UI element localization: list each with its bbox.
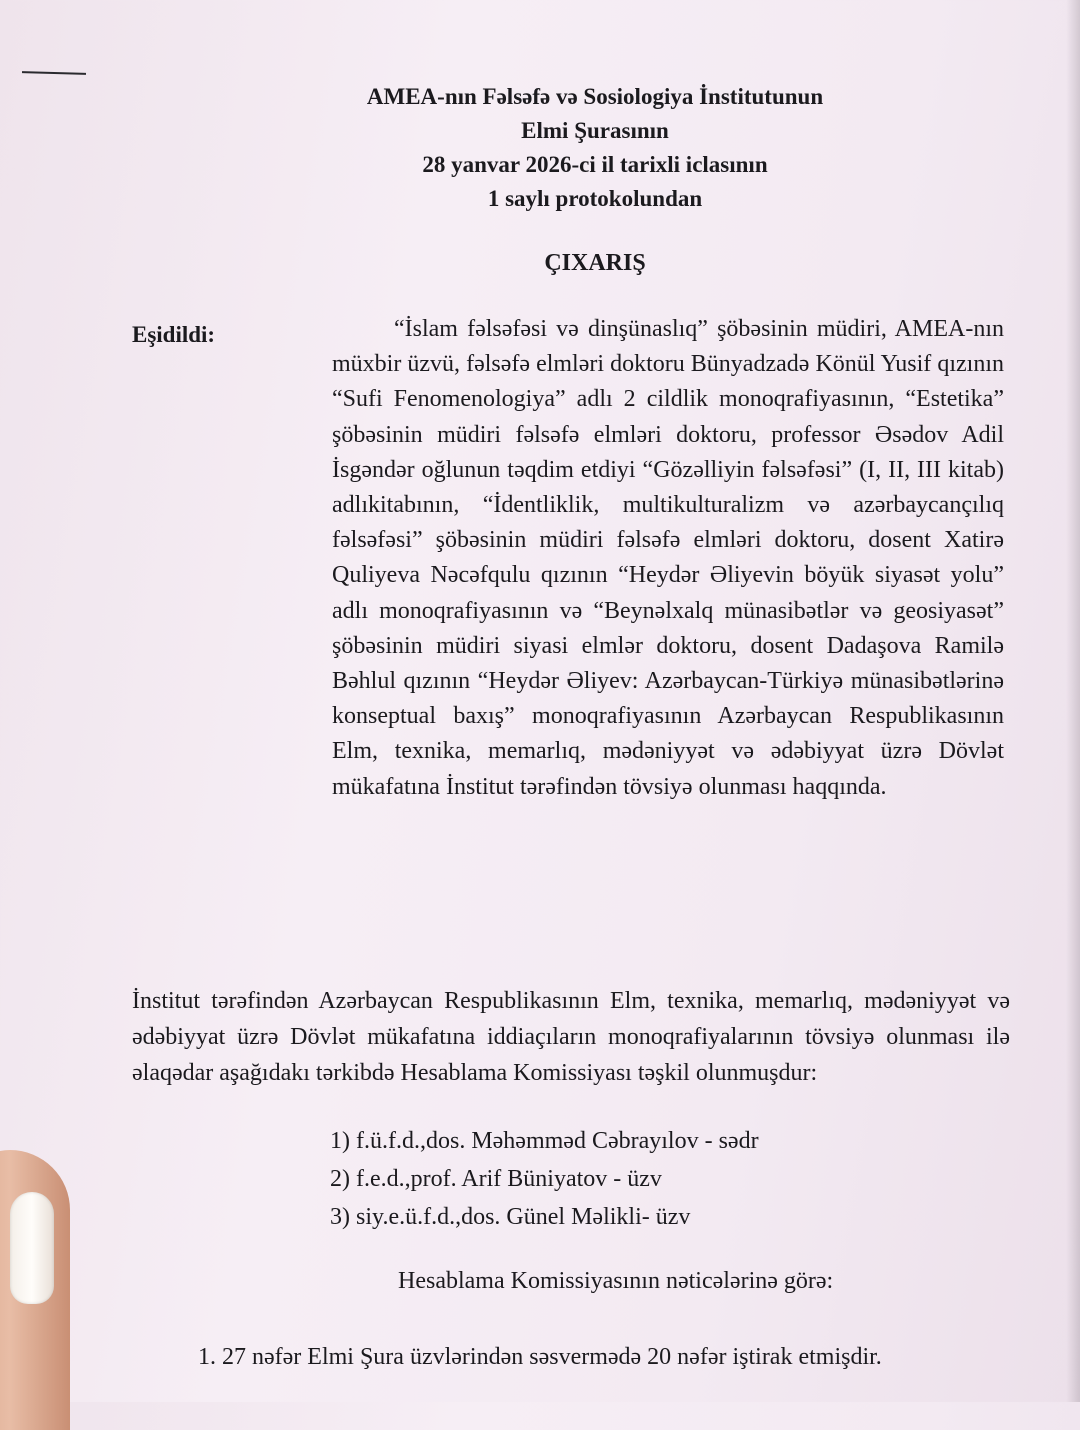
- heard-label: Eşidildi:: [132, 322, 216, 347]
- commission-member: 3) siy.e.ü.f.d.,dos. Günel Məlikli- üzv: [330, 1204, 691, 1230]
- header-line: AMEA-nın Fəlsəfə və Sosiologiya İnstitutunun: [366, 84, 824, 109]
- fingernail: [10, 1192, 54, 1304]
- paper-edge-shadow: [1066, 0, 1080, 1402]
- commission-member: 1) f.ü.f.d.,dos. Məhəmməd Cəbrayılov - sədr: [330, 1128, 759, 1154]
- result-item: 1. 27 nəfər Elmi Şura üzvlərindən səsvermədə 20 nəfər iştirak etmişdir.: [198, 1344, 882, 1370]
- results-heading: Hesablama Komissiyasının nəticələrinə görə:: [398, 1268, 834, 1294]
- commission-paragraph: İnstitut tərəfindən Azərbaycan Respublikasının Elm, texnika, memarlıq, mədəniyyət və ədəbiyyat üzrə Dövlət mükafatına iddiaçıların monoqrafiyalarının tövsiyə olunması ilə əlaqədar aşağıdakı tərkibdə Hesablama Komissiyası təşkil olunmuşdur:: [132, 988, 1010, 1086]
- commission-member: 2) f.e.d.,prof. Arif Büniyatov - üzv: [330, 1166, 662, 1192]
- pen-mark: [22, 71, 86, 75]
- header-line: 1 saylı protokolundan: [487, 186, 703, 211]
- document-header: [250, 80, 940, 216]
- header-line: Elmi Şurasının: [521, 118, 669, 143]
- header-line: 28 yanvar 2026-ci il tarixli iclasının: [422, 152, 768, 177]
- commission-member-list: [330, 1122, 759, 1236]
- document-title: ÇIXARIŞ: [544, 250, 646, 276]
- heard-paragraph: “İslam fəlsəfəsi və dinşünaslıq” şöbəsinin müdiri, AMEA-nın müxbir üzvü, fəlsəfə elmləri doktoru Bünyadzadə Könül Yusif qızının “Sufi Fenomenologiya” adlı 2 cildlik monoqrafiyasının, “Estetika” şöbəsinin müdiri fəlsəfə elmləri doktoru, professor Əsədov Adil İsgəndər oğlunun təqdim etdiyi “Gözəlliyin fəlsəfəsi” (I, II, III kitab) adlıkitabının, “İdentliklik, multikulturalizm və azərbaycançılıq fəlsəfəsi” şöbəsinin müdiri fəlsəfə elmləri doktoru, dosent Xatirə Quliyeva Nəcəfqulu qızının “Heydər Əliyevin böyük siyasət yolu” adlı monoqrafiyasının və “Beynəlxalq münasibətlər və geosiyasət” şöbəsinin müdiri siyasi elmlər doktoru, dosent Dadaşova Ramilə Bəhlul qızının “Heydər Əliyev: Azərbaycan-Türkiyə münasibətlərinə konseptual baxış” monoqrafiyasının Azərbaycan Respublikasının Elm, texnika, memarlıq, mədəniyyət və ədəbiyyat üzrə Dövlət mükafatına İnstitut tərəfindən tövsiyə olunması haqqında.: [332, 316, 1004, 800]
